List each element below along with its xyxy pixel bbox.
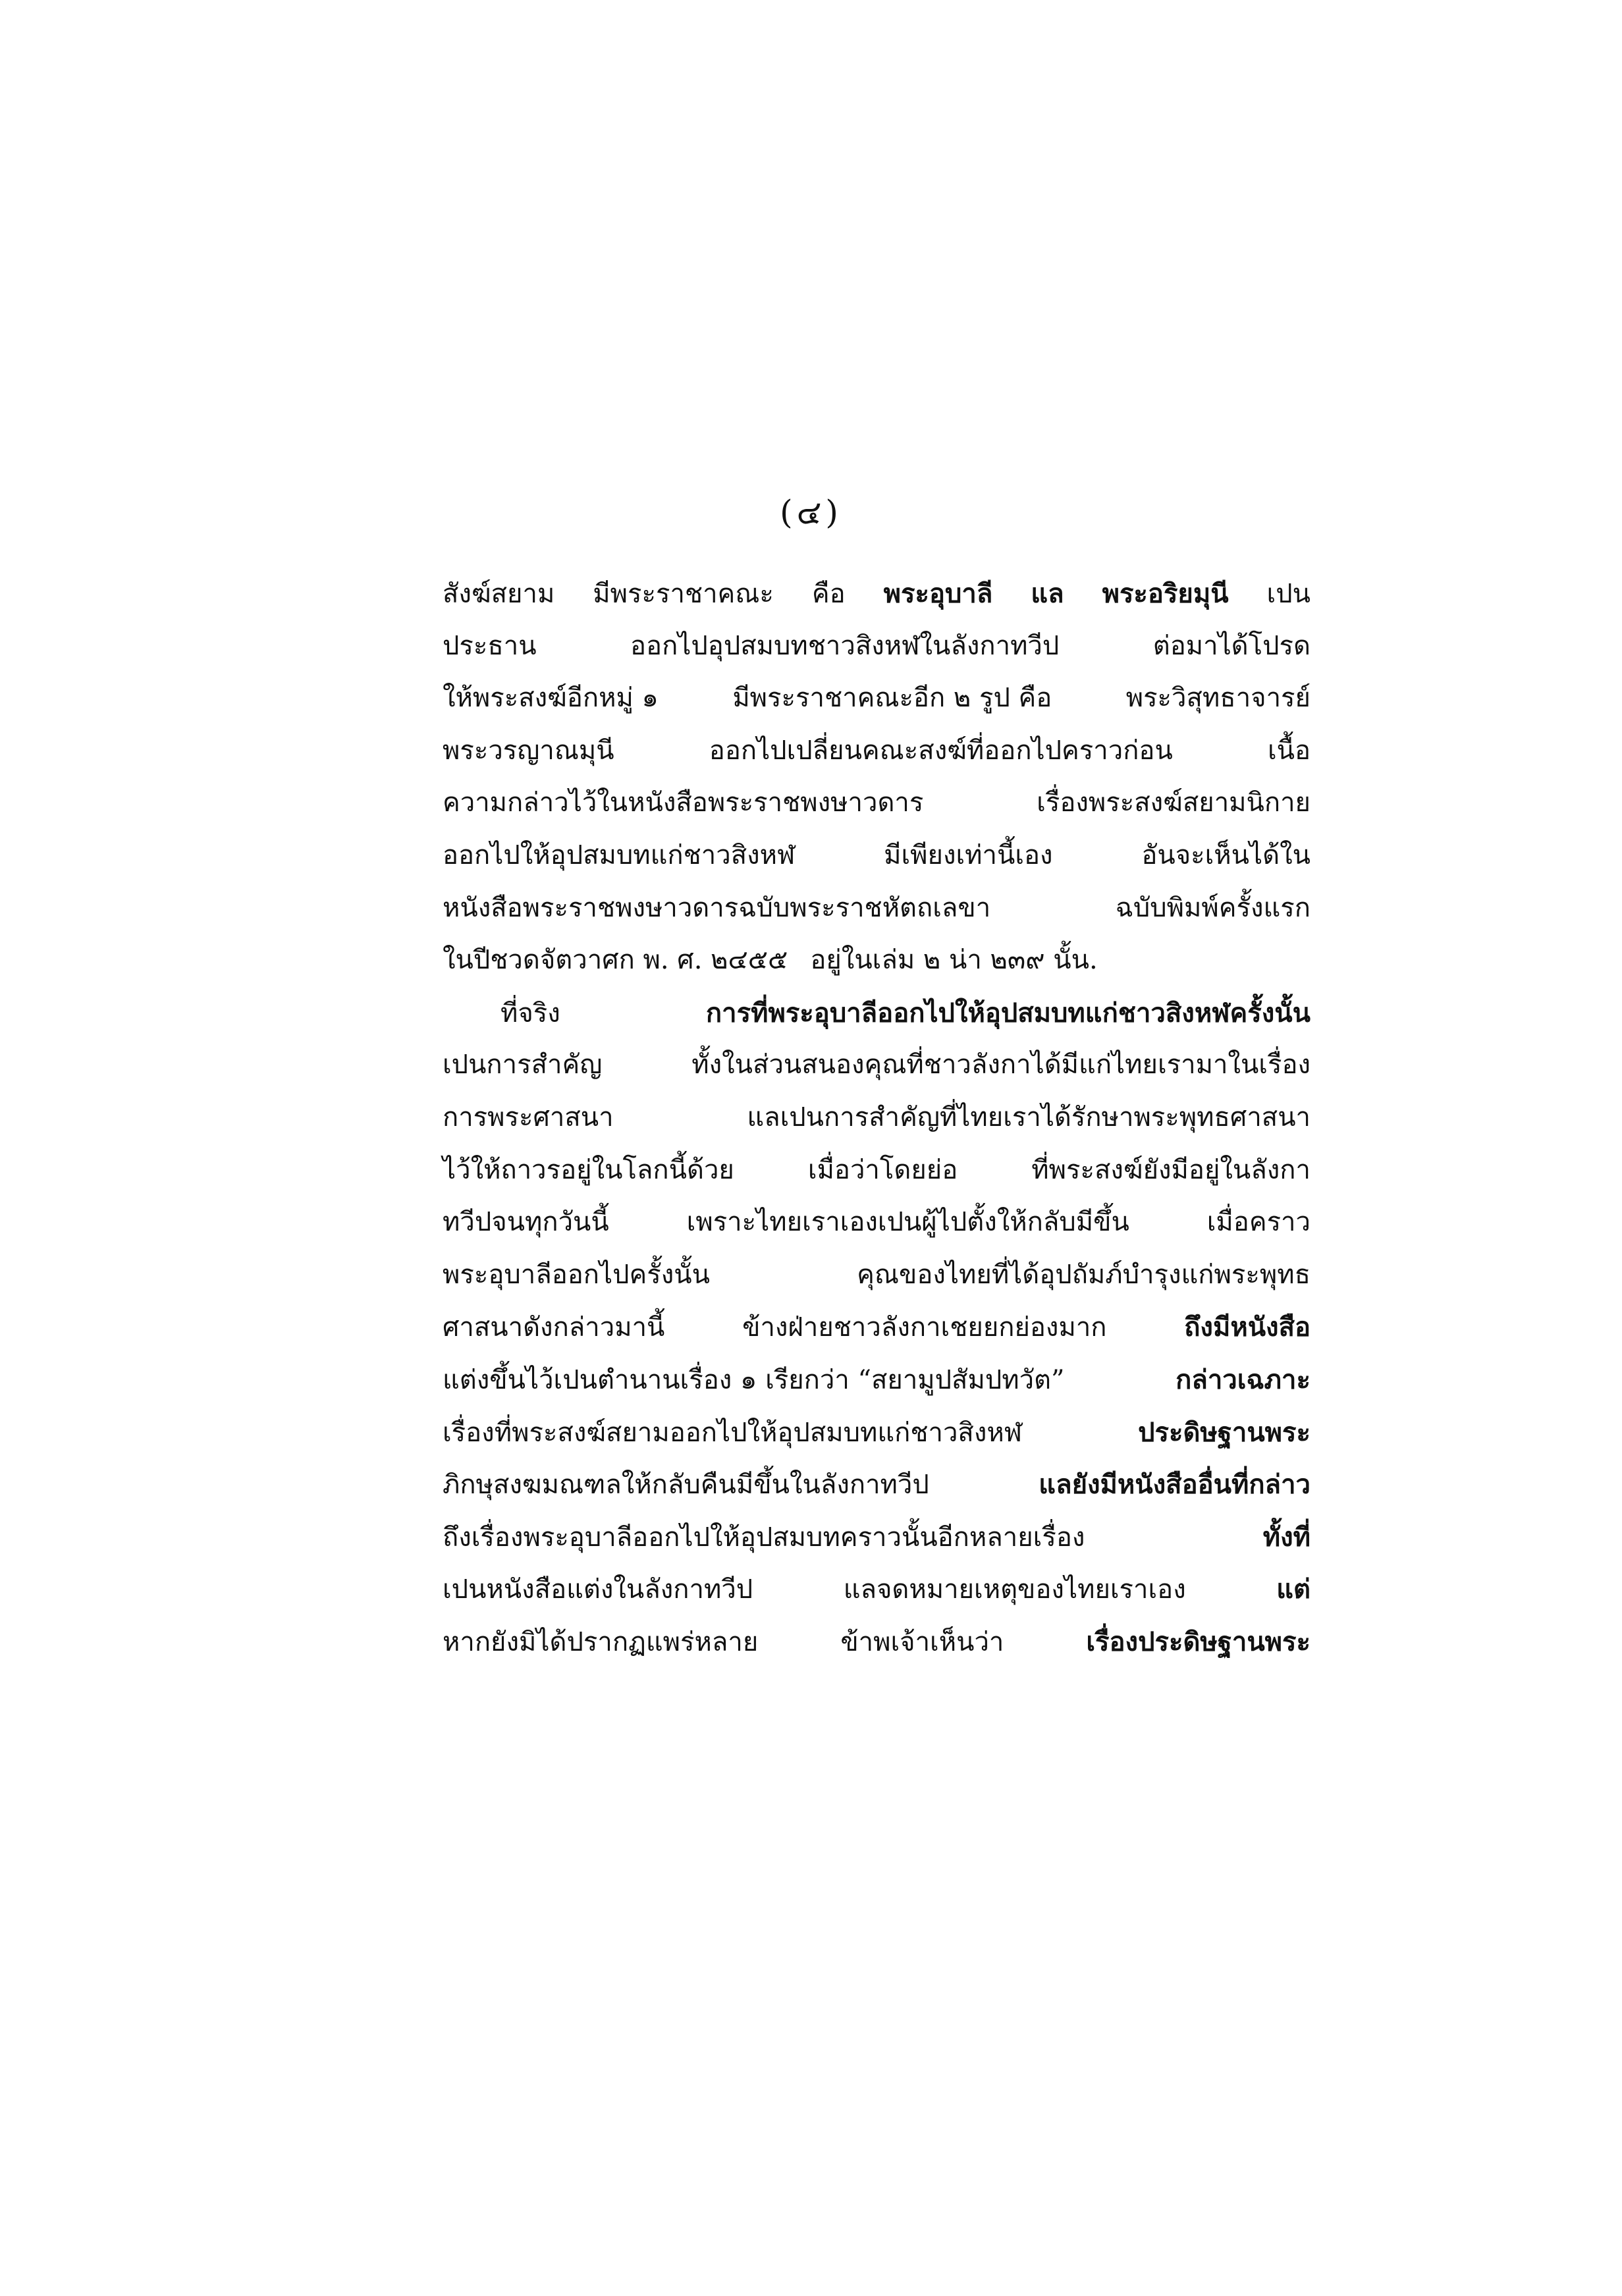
text-segment: พระอุบาลี — [883, 578, 993, 609]
text-line — [443, 1196, 1311, 1249]
text-segment: เปน — [1266, 579, 1311, 609]
text-segment: มีพระราชาคณะ — [593, 579, 774, 609]
text-segment: ความกล่าวไว้ในหนังสือพระราชพงษาวดาร — [443, 788, 924, 818]
text-line — [443, 1301, 1311, 1354]
text-segment: พระอุบาลีออกไปครั้งนั้น — [443, 1259, 710, 1290]
text-segment: แต่งขึ้นไว้เปนตำนานเรื่อง ๑ เรียกว่า “สยามูปสัมปทวัต” — [443, 1364, 1065, 1395]
text-segment: ประดิษฐานพระ — [1138, 1416, 1311, 1448]
text-segment: คุณของไทยที่ได้อุปถัมภ์บำรุงแก่พระพุทธ — [857, 1259, 1311, 1290]
text-line — [443, 568, 1311, 620]
text-line — [443, 987, 1311, 1040]
body-text — [443, 568, 1311, 1668]
text-segment: ข้างฝ่ายชาวลังกาเชยยกย่องมาก — [742, 1312, 1107, 1343]
text-segment: ทั้งที่ — [1262, 1521, 1311, 1553]
text-segment: ให้พระสงฆ์อีกหมู่ ๑ — [443, 683, 659, 714]
text-line — [443, 1616, 1311, 1669]
text-line — [443, 1406, 1311, 1459]
text-line — [443, 777, 1311, 830]
text-segment: ภิกษุสงฆมณฑลให้กลับคืนมีขึ้นในลังกาทวีป — [443, 1470, 929, 1501]
text-segment: มีพระราชาคณะอีก ๒ รูป คือ — [732, 683, 1052, 714]
text-segment: เปนหนังสือแต่งในลังกาทวีป — [443, 1574, 753, 1605]
text-segment: การที่พระอุบาลีออกไปให้อุปสมบทแก่ชาวสิงหฬครั้งนั้น — [705, 997, 1311, 1028]
text-segment: ทั้งในส่วนสนองคุณที่ชาวลังกาได้มีแก่ไทยเรามาในเรื่อง — [691, 1050, 1311, 1081]
text-segment: ต่อมาได้โปรด — [1152, 630, 1311, 661]
text-line — [443, 1458, 1311, 1511]
text-segment: ที่พระสงฆ์ยังมีอยู่ในลังกา — [1031, 1154, 1311, 1185]
text-segment: ออกไปให้อุปสมบทแก่ชาวสิงหฬ — [443, 840, 796, 870]
text-line — [443, 1092, 1311, 1144]
text-segment: ฉบับพิมพ์ครั้งแรก — [1115, 892, 1311, 923]
text-segment: หากยังมิได้ปรากฏแพร่หลาย — [443, 1626, 759, 1657]
text-line — [443, 672, 1311, 725]
text-line — [443, 620, 1311, 673]
text-segment: เมื่อว่าโดยย่อ — [807, 1154, 958, 1185]
text-segment: เปนการสำคัญ — [443, 1050, 603, 1081]
text-segment: ทวีปจนทุกวันนี้ — [443, 1207, 609, 1238]
text-line — [443, 830, 1311, 882]
text-segment: เมื่อคราว — [1206, 1207, 1311, 1238]
text-segment: แล — [1031, 578, 1064, 609]
text-line — [443, 1249, 1311, 1302]
text-line — [443, 1144, 1311, 1197]
text-line — [443, 1511, 1311, 1564]
text-segment: มีเพียงเท่านี้เอง — [884, 840, 1053, 870]
text-segment: เพราะไทยเราเองเปนผู้ไปตั้งให้กลับมีขึ้น — [686, 1207, 1129, 1238]
text-segment: ในปีชวดจัตวาศก พ. ศ. ๒๔๕๕ — [443, 945, 788, 976]
text-segment: การพระศาสนา — [443, 1102, 614, 1133]
text-segment: ออกไปอุปสมบทชาวสิงหฬในลังกาทวีป — [630, 630, 1060, 661]
text-segment: เรื่องพระสงฆ์สยามนิกาย — [1037, 788, 1311, 818]
text-segment: ออกไปเปลี่ยนคณะสงฆ์ที่ออกไปคราวก่อน — [709, 735, 1173, 766]
text-segment: พระอริยมุนี — [1102, 578, 1229, 609]
page-number: (๔) — [780, 493, 842, 531]
text-segment: คือ — [811, 579, 846, 609]
text-segment: พระวิสุทธาจารย์ — [1125, 683, 1311, 714]
text-segment: สังฆ์สยาม — [443, 579, 555, 609]
text-segment: แลยังมีหนังสืออื่นที่กล่าว — [1039, 1469, 1311, 1501]
text-segment: แลจดหมายเหตุของไทยเราเอง — [843, 1574, 1186, 1605]
text-segment: ถึงมีหนังสือ — [1184, 1312, 1311, 1343]
text-line — [443, 1563, 1311, 1616]
text-segment: แต่ — [1276, 1574, 1311, 1605]
text-segment: อยู่ในเล่ม ๒ น่า ๒๓๙ นั้น. — [810, 945, 1098, 976]
text-line — [443, 882, 1311, 935]
text-segment: แลเปนการสำคัญที่ไทยเราได้รักษาพระพุทธศาสนา — [747, 1102, 1311, 1133]
text-segment: เรื่องประดิษฐานพระ — [1086, 1626, 1311, 1657]
text-segment: ถึงเรื่องพระอุบาลีออกไปให้อุปสมบทคราวนั้นอีกหลายเรื่อง — [443, 1522, 1085, 1553]
text-segment: ประธาน — [443, 630, 537, 661]
text-segment: ที่จริง — [500, 998, 560, 1028]
text-segment: พระวรญาณมุนี — [443, 735, 614, 766]
text-segment: อันจะเห็นได้ใน — [1141, 840, 1311, 870]
text-segment: กล่าวเฉภาะ — [1176, 1364, 1311, 1395]
text-line — [443, 725, 1311, 778]
text-line — [443, 1354, 1311, 1406]
text-line — [443, 934, 1311, 987]
text-line — [443, 1039, 1311, 1092]
text-segment: ข้าพเจ้าเห็นว่า — [840, 1626, 1004, 1657]
text-segment: หนังสือพระราชพงษาวดารฉบับพระราชหัตถเลขา — [443, 892, 991, 923]
text-segment: เรื่องที่พระสงฆ์สยามออกไปให้อุปสมบทแก่ชาวสิงหฬ — [443, 1417, 1023, 1448]
text-segment: ไว้ให้ถาวรอยู่ในโลกนี้ด้วย — [443, 1154, 734, 1185]
text-segment: เนื้อ — [1267, 735, 1311, 766]
text-segment: ศาสนาดังกล่าวมานี้ — [443, 1312, 665, 1343]
